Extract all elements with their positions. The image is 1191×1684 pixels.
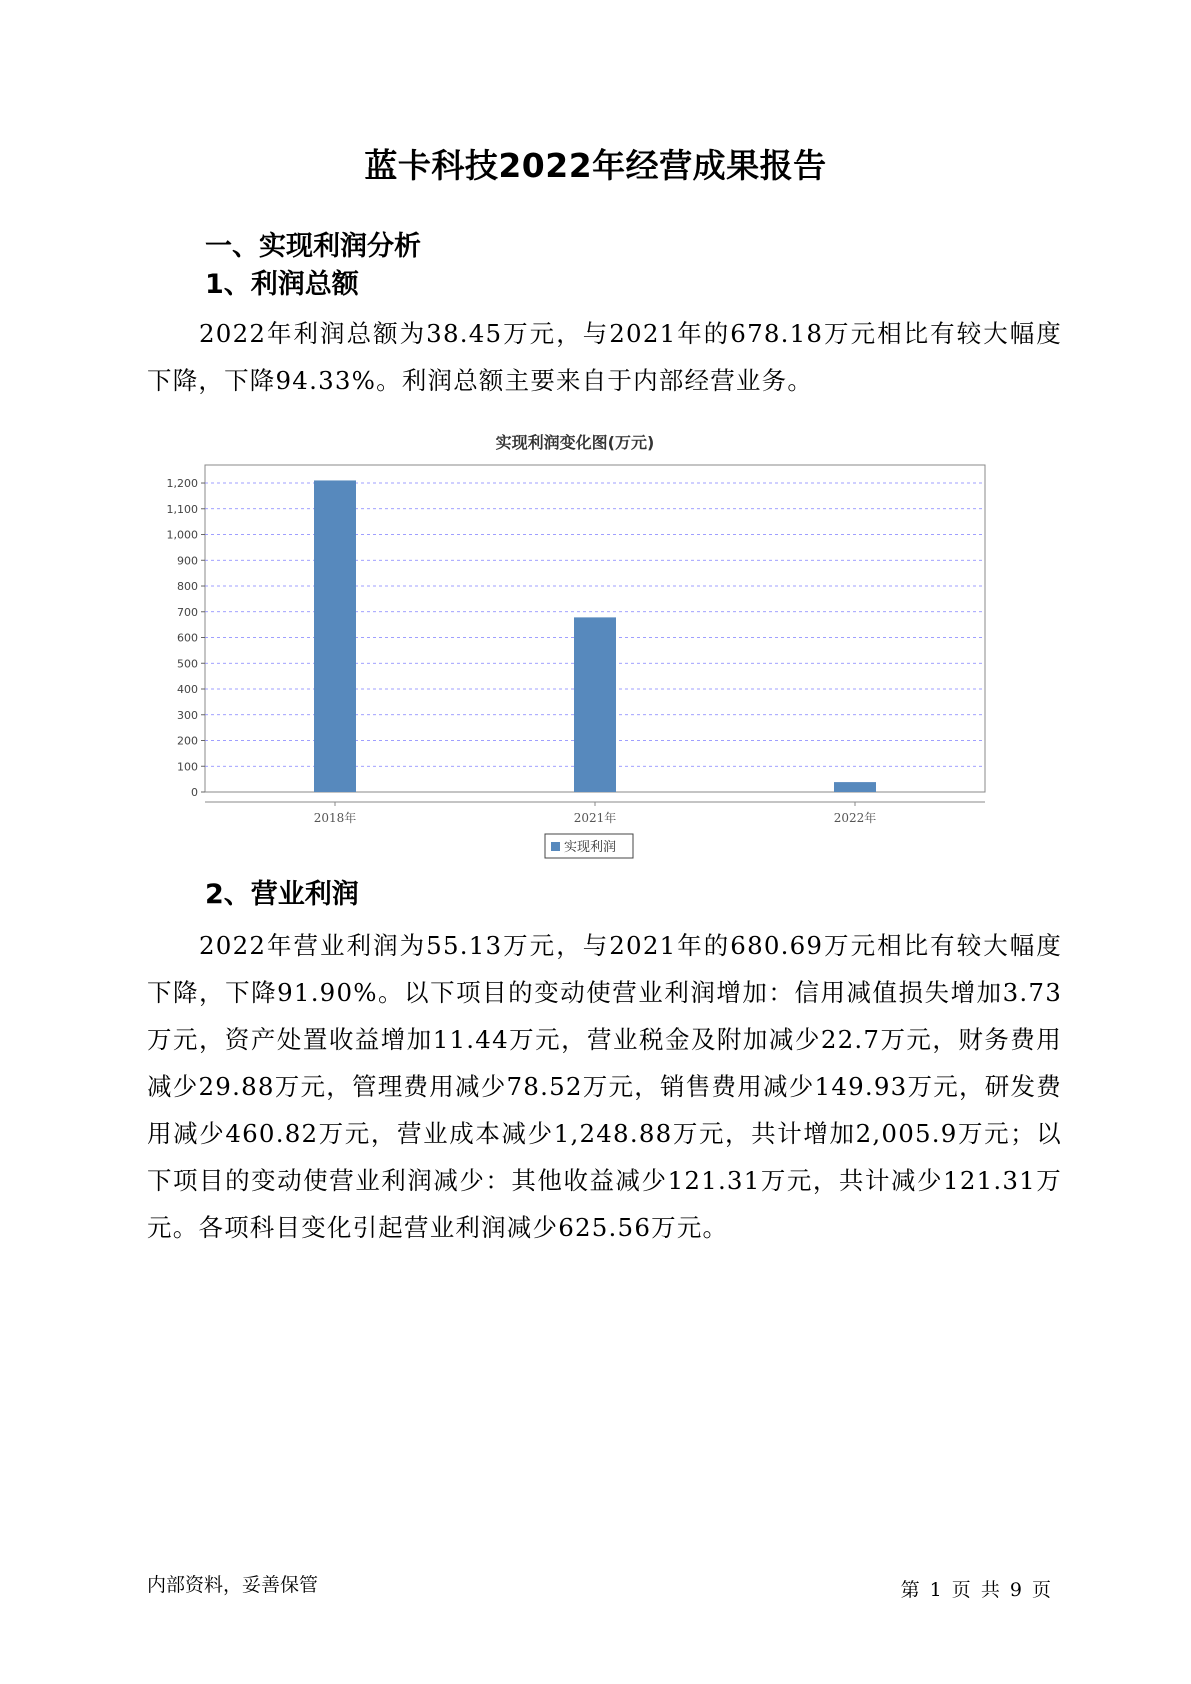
- chart-title: 实现利润变化图(万元): [495, 433, 655, 452]
- y-tick-label: 100: [177, 760, 198, 774]
- y-tick-label: 1,000: [166, 528, 198, 542]
- y-tick-label: 900: [177, 554, 198, 568]
- subsection-heading-total-profit: 1、利润总额: [205, 269, 359, 300]
- y-tick-label: 300: [177, 708, 198, 722]
- bar-2018年: [314, 480, 356, 792]
- footer-page-number: 第 1 页 共 9 页: [900, 1579, 1051, 1601]
- paragraph-operating-profit: 2022年营业利润为55.13万元，与2021年的680.69万元相比有较大幅度下降，下降91.90%。以下项目的变动使营业利润增加：信用减值损失增加3.73万元，资产处置收益增加11.44万元，营业税金及附加减少22.7万元，财务费用减少29.88万元，管理费用减少78.52万元，销售费用减少149.93万元，研发费用减少460.82万元，营业成本减少1,248.88万元，共计增加2,005.9万元；以下项目的变动使营业利润减少：其他收益减少121.31万元，共计减少121.31万元。各项科目变化引起营业利润减少625.56万元。: [147, 931, 1062, 1242]
- profit-bar-chart: [150, 433, 1030, 910]
- y-tick-label: 400: [177, 683, 198, 697]
- section-heading-profit-analysis: 一、实现利润分析: [205, 231, 421, 262]
- x-tick-label: 2022年: [833, 811, 877, 825]
- x-tick-label: 2018年: [313, 811, 357, 825]
- bar-2022年: [834, 782, 876, 792]
- y-tick-label: 700: [177, 605, 198, 619]
- y-tick-label: 800: [177, 580, 198, 594]
- footer-confidential-note: 内部资料，妥善保管: [147, 1574, 319, 1596]
- y-tick-label: 1,200: [166, 477, 198, 491]
- x-tick-label: 2021年: [573, 811, 617, 825]
- paragraph-total-profit: 2022年利润总额为38.45万元，与2021年的678.18万元相比有较大幅度下降，下降94.33%。利润总额主要来自于内部经营业务。: [147, 319, 1062, 395]
- bar-2021年: [574, 617, 616, 792]
- y-tick-label: 200: [177, 734, 198, 748]
- y-tick-label: 0: [191, 786, 198, 799]
- subsection-heading-operating-profit: 2、营业利润: [205, 879, 359, 910]
- legend-label: 实现利润: [564, 840, 617, 855]
- legend-swatch: [551, 842, 560, 851]
- y-tick-label: 1,100: [166, 502, 198, 516]
- y-tick-label: 600: [177, 631, 198, 645]
- report-title: 蓝卡科技2022年经营成果报告: [364, 146, 827, 185]
- y-tick-label: 500: [177, 657, 198, 671]
- chart-canvas: [150, 433, 1030, 910]
